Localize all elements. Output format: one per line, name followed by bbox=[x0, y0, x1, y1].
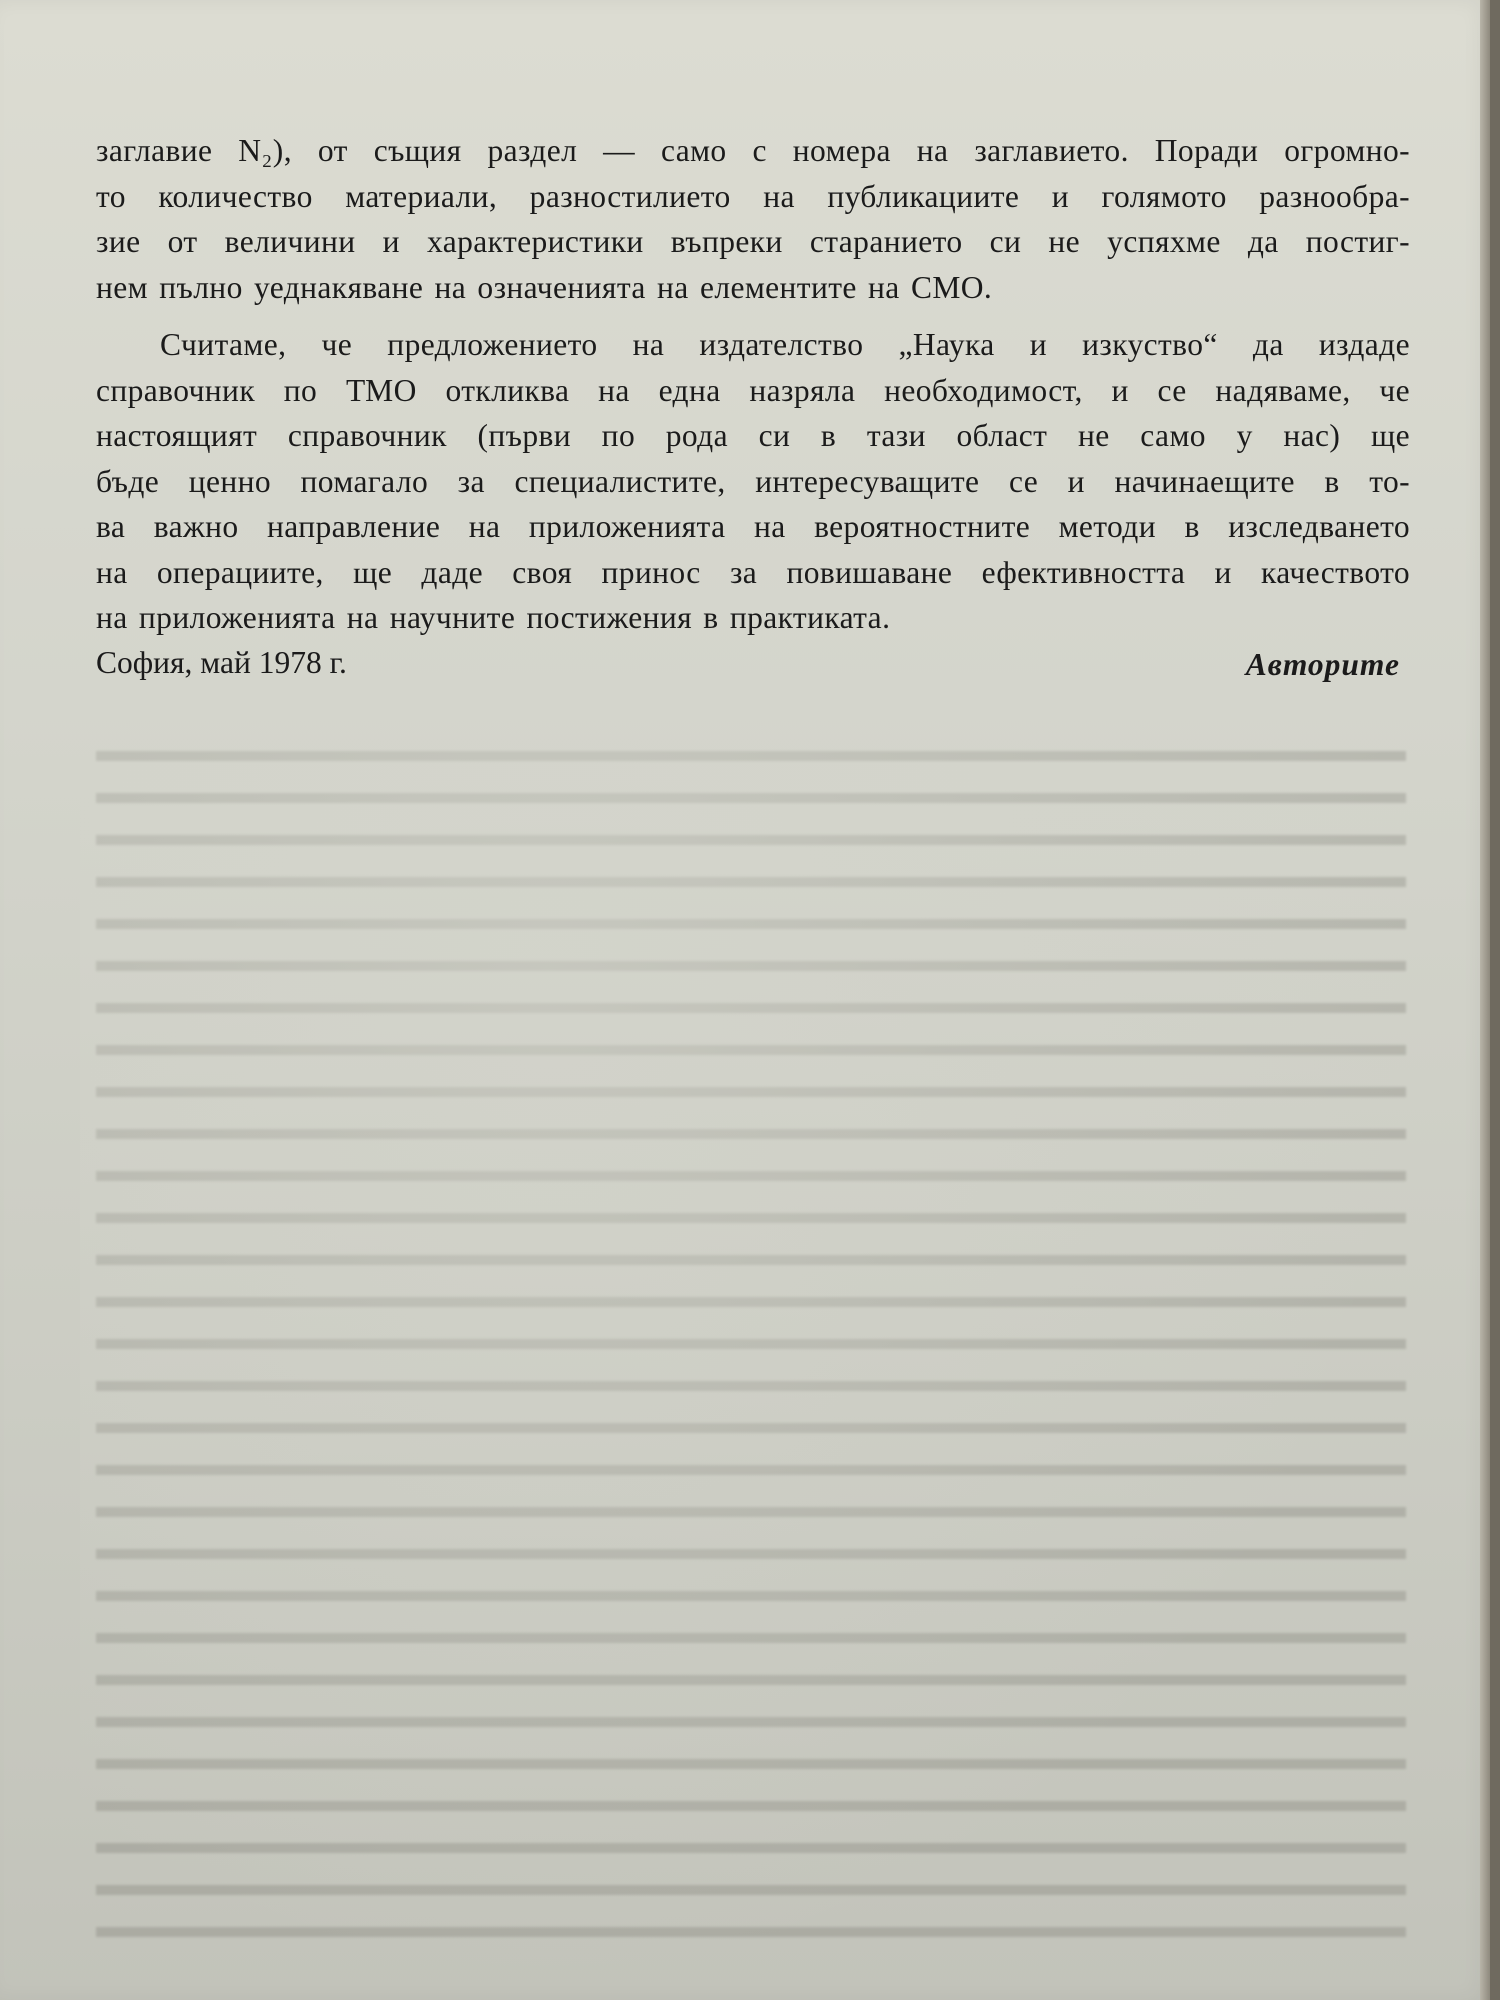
authors-signature: Авторите bbox=[1245, 647, 1400, 682]
text-line: зие от величини и характеристики въпреки старанието си не успяхме да постиг- bbox=[96, 224, 1410, 259]
text-line: ва важно направление на приложенията на вероятностните методи в изследването bbox=[96, 509, 1410, 544]
text-line: бъде ценно помагало за специалистите, интересуващите се и начинаещите в то- bbox=[96, 463, 1410, 499]
text-line: то количество материали, разностилието на публикациите и голямото разнообра- bbox=[96, 178, 1410, 214]
place-date: София, май 1978 г. bbox=[96, 645, 347, 680]
text-line: заглавие N₂), от същия раздел — само с номера на заглавието. Поради огромно- bbox=[96, 133, 1410, 168]
text-line: на приложенията на научните постижения в практиката. bbox=[96, 600, 891, 635]
paragraph-2 bbox=[96, 322, 1410, 641]
preface-text bbox=[96, 128, 1410, 641]
text-line: нем пълно уеднакяване на означенията на елементите на СМО. bbox=[96, 269, 993, 305]
text-line: на операциите, ще даде своя принос за повишаване ефективността и качеството bbox=[96, 554, 1410, 590]
signature-row bbox=[96, 645, 1400, 691]
page-edge bbox=[1480, 0, 1490, 2000]
text-line: настоящият справочник (първи по рода си в тази област не само у нас) ще bbox=[96, 418, 1410, 453]
text-line: Считаме, че предложението на издателство „Наука и изкуство“ да издаде bbox=[160, 327, 1410, 362]
paper-shading bbox=[80, 720, 1420, 1990]
text-line: справочник по ТМО откликва на една назряла необходимост, и се надяваме, че bbox=[96, 372, 1410, 408]
